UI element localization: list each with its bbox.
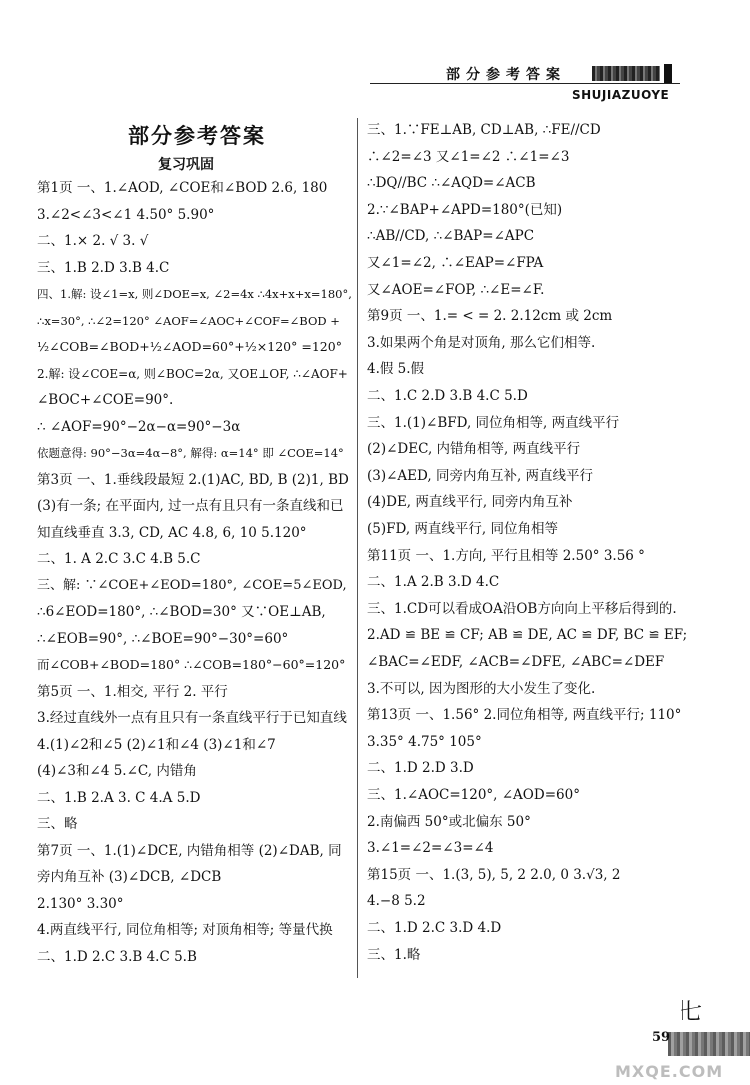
answer-line: ∴∠2=∠3 又∠1=∠2 ∴∠1=∠3 — [367, 148, 570, 165]
answer-line: ∴DQ//BC ∴∠AQD=∠ACB — [367, 175, 536, 192]
answer-line: 二、1.C 2.D 3.B 4.C 5.D — [367, 388, 528, 404]
answer-line: 第5页 一、1.相交, 平行 2. 平行 — [37, 683, 228, 700]
column-divider — [357, 118, 358, 978]
answer-line: 三、略 — [37, 816, 78, 832]
answer-line: 二、1. A 2.C 3.C 4.B 5.C — [37, 551, 201, 567]
answer-line: 第7页 一、1.(1)∠DCE, 内错角相等 (2)∠DAB, 同 — [37, 842, 342, 859]
answer-line: 第13页 一、1.56° 2.同位角相等, 两直线平行; 110° — [367, 707, 682, 724]
answer-line: 3.∠2<∠3<∠1 4.50° 5.90° — [37, 206, 215, 223]
answer-line: 三、1.B 2.D 3.B 4.C — [37, 259, 170, 276]
document-title: 部分参考答案 — [128, 124, 266, 148]
header-decor-block — [664, 64, 672, 84]
page-number: 59 — [652, 1030, 671, 1045]
header-decor-bar — [592, 66, 660, 81]
answer-line: 三、1.略 — [367, 946, 421, 963]
answer-line: 2.130° 3.30° — [37, 895, 124, 912]
answer-line: 3.经过直线外一点有且只有一条直线平行于已知直线 — [37, 710, 347, 726]
answer-line: (3)有一条; 在平面内, 过一点有且只有一条直线和已 — [37, 498, 344, 514]
answer-line: ∠BAC=∠EDF, ∠ACB=∠DFE, ∠ABC=∠DEF — [367, 654, 665, 670]
answer-line: 旁内角互补 (3)∠DCB, ∠DCB — [37, 869, 222, 885]
answer-line: 三、1.(1)∠BFD, 同位角相等, 两直线平行 — [367, 414, 620, 431]
answer-line: (2)∠DEC, 内错角相等, 两直线平行 — [367, 441, 581, 458]
answer-line: (4)DE, 两直线平行, 同旁内角互补 — [367, 494, 573, 511]
answer-line: 又∠1=∠2, ∴∠EAP=∠FPA — [367, 255, 544, 271]
answer-line: 第1页 一、1.∠AOD, ∠COE和∠BOD 2.6, 180 — [37, 180, 328, 196]
answer-line: ∴AB//CD, ∴∠BAP=∠APC — [367, 228, 535, 245]
answer-line: ∠BOC+∠COE=90°. — [37, 392, 174, 408]
answer-line: 3.不可以, 因为图形的大小发生了变化. — [367, 680, 596, 697]
answer-line: 而∠COB+∠BOD=180° ∴∠COB=180°−60°=120° — [37, 657, 346, 672]
answer-line: 三、1.∵FE⊥AB, CD⊥AB, ∴FE//CD — [367, 122, 601, 138]
answer-line: 4.假 5.假 — [367, 361, 425, 378]
answer-line: 知直线垂直 3.3, CD, AC 4.8, 6, 10 5.120° — [37, 524, 307, 541]
watermark-text: MXQE.COM — [615, 1062, 724, 1081]
answer-line: ∴6∠EOD=180°, ∴∠BOD=30° 又∵OE⊥AB, — [37, 604, 326, 620]
header-subtitle: SHUJIAZUOYE — [572, 88, 670, 102]
answer-line: 三、解: ∵∠COE+∠EOD=180°, ∠COE=5∠EOD, — [37, 577, 347, 593]
answer-line: 依题意得: 90°−3α=4α−8°, 解得: α=14° 即 ∠COE=14° — [37, 446, 344, 460]
answer-line: ∴x=30°, ∴∠2=120° ∠AOF=∠AOC+∠COF=∠BOD + — [37, 313, 340, 328]
section-title: 复习巩固 — [158, 157, 214, 173]
answer-line: 第3页 一、1.垂线段最短 2.(1)AC, BD, B (2)1, BD — [37, 471, 349, 488]
answer-line: (3)∠AED, 同旁内角互补, 两直线平行 — [367, 467, 594, 484]
answer-line: ∴ ∠AOF=90°−2α−α=90°−3α — [37, 418, 241, 435]
answer-line: 二、1.B 2.A 3. C 4.A 5.D — [37, 789, 201, 806]
footer-mark: 七 — [680, 1000, 703, 1025]
answer-line: (4)∠3和∠4 5.∠C, 内错角 — [37, 763, 197, 779]
answer-line: 二、1.A 2.B 3.D 4.C — [367, 574, 500, 591]
answer-line: 3.如果两个角是对顶角, 那么它们相等. — [367, 334, 596, 351]
answer-line: 又∠AOE=∠FOP, ∴∠E=∠F. — [367, 281, 545, 298]
answer-line: 三、1.∠AOC=120°, ∠AOD=60° — [367, 787, 580, 803]
answer-line: 4.(1)∠2和∠5 (2)∠1和∠4 (3)∠1和∠7 — [37, 736, 276, 753]
answer-line: 第9页 一、1.= < = 2. 2.12cm 或 2cm — [367, 308, 613, 325]
answer-line: 2.∵∠BAP+∠APD=180°(已知) — [367, 201, 563, 218]
answer-line: ½∠COB=∠BOD+½∠AOD=60°+½×120° =120° — [37, 339, 342, 354]
answer-line: 4.−8 5.2 — [367, 893, 426, 910]
header-rule — [370, 83, 680, 84]
answer-line: (5)FD, 两直线平行, 同位角相等 — [367, 521, 558, 537]
answer-line: 二、1.D 2.C 3.B 4.C 5.B — [37, 948, 197, 965]
header-title: 部分参考答案 — [446, 67, 566, 83]
answer-line: 3.35° 4.75° 105° — [367, 733, 482, 750]
answer-line: ∴∠EOB=90°, ∴∠BOE=90°−30°=60° — [37, 630, 289, 647]
answer-line: 2.解: 设∠COE=α, 则∠BOC=2α, 又OE⊥OF, ∴∠AOF+ — [37, 366, 348, 381]
answer-line: 3.∠1=∠2=∠3=∠4 — [367, 840, 494, 857]
answer-line: 四、1.解: 设∠1=x, 则∠DOE=x, ∠2=4x ∴4x+x+x=180°, — [37, 287, 352, 301]
answer-line: 4.两直线平行, 同位角相等; 对顶角相等; 等量代换 — [37, 922, 333, 938]
answer-line: 第11页 一、1.方向, 平行且相等 2.50° 3.56 ° — [367, 547, 645, 564]
footer-decor-bar — [668, 1032, 750, 1056]
answer-line: 2.南偏西 50°或北偏东 50° — [367, 813, 531, 830]
answer-line: 二、1.D 2.D 3.D — [367, 760, 474, 777]
answer-line: 2.AD ≌ BE ≌ CF; AB ≌ DE, AC ≌ DF, BC ≌ EF; — [367, 627, 688, 644]
answer-line: 第15页 一、1.(3, 5), 5, 2 2.0, 0 3.√3, 2 — [367, 866, 621, 883]
answer-line: 二、1.D 2.C 3.D 4.D — [367, 920, 502, 936]
answer-line: 三、1.CD可以看成OA沿OB方向向上平移后得到的. — [367, 600, 677, 617]
answer-line: 二、1.× 2. √ 3. √ — [37, 233, 149, 249]
